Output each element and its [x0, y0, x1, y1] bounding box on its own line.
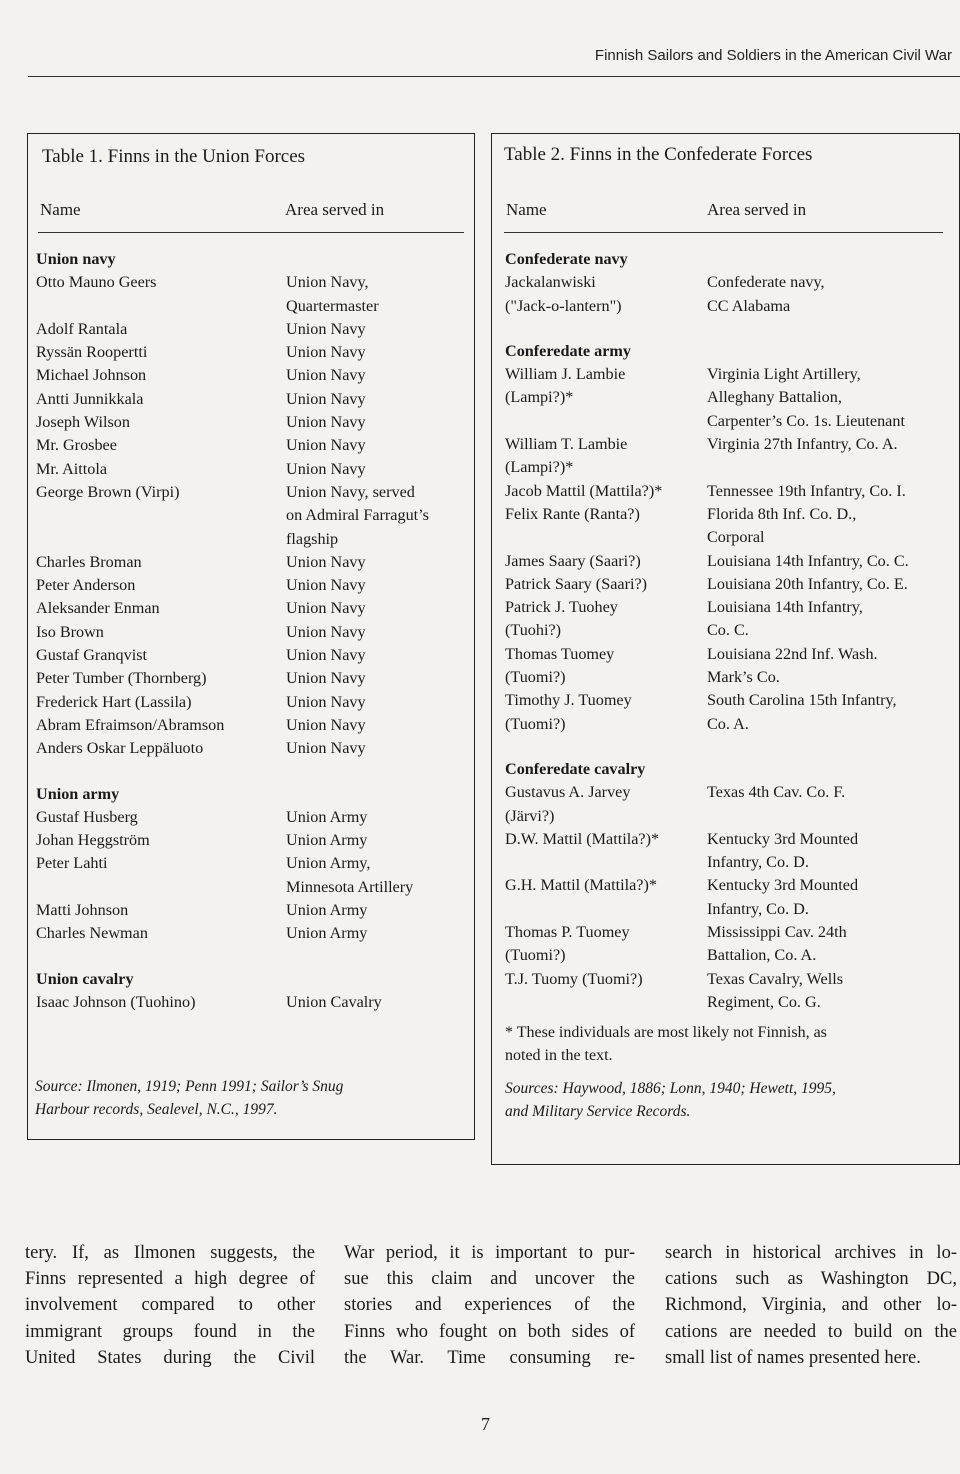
table-row	[505, 944, 909, 967]
table-row	[505, 456, 909, 479]
cell-area: Union Navy	[286, 715, 366, 734]
table-row	[36, 852, 429, 875]
cell-name: (Lampi?)*	[505, 458, 574, 477]
cell-name: Mr. Grosbee	[36, 436, 117, 455]
table-footnote-line1: * These individuals are most likely not Finnish, as	[505, 1024, 827, 1041]
cell-area: Louisiana 22nd Inf. Wash.	[707, 644, 878, 663]
table-row	[505, 874, 909, 897]
cell-name: Charles Broman	[36, 552, 142, 571]
cell-name: Union army	[36, 784, 120, 803]
table-row	[36, 434, 429, 457]
cell-name	[36, 876, 286, 899]
table-row	[36, 876, 429, 899]
cell-name: Frederick Hart (Lassila)	[36, 692, 192, 711]
cell-area: Union Navy	[286, 669, 366, 688]
section-heading	[505, 248, 909, 271]
cell-name: Peter Lahti	[36, 854, 108, 873]
cell-area: Union Navy	[286, 622, 366, 641]
cell-name	[36, 295, 286, 318]
cell-name: George Brown (Virpi)	[36, 482, 180, 501]
table-row	[505, 991, 909, 1014]
table-row	[36, 899, 429, 922]
body-text-line: United States during the Civil	[25, 1347, 315, 1368]
cell-name: Michael Johnson	[36, 366, 147, 385]
cell-name: G.H. Mattil (Mattila?)*	[505, 876, 657, 895]
cell-area: Union Army,	[286, 854, 371, 873]
cell-name: Timothy J. Tuomey	[505, 691, 632, 710]
cell-area: Kentucky 3rd Mounted	[707, 876, 859, 895]
table-title: Table 2. Finns in the Confederate Forces	[504, 144, 813, 165]
cell-area: South Carolina 15th Infantry,	[707, 691, 897, 710]
cell-name: (Järvi?)	[505, 806, 555, 825]
cell-area: Union Army	[286, 924, 368, 943]
table-row	[505, 828, 909, 851]
cell-name	[505, 526, 707, 549]
cell-area: Infantry, Co. D.	[707, 853, 809, 872]
table-row	[505, 573, 909, 596]
cell-name: Thomas P. Tuomey	[505, 923, 630, 942]
body-text-line: Finns represented a high degree of	[25, 1269, 315, 1290]
cell-area: Union Navy	[286, 319, 366, 338]
cell-name	[505, 851, 707, 874]
cell-name: Aleksander Enman	[36, 599, 160, 618]
table-row	[505, 689, 909, 712]
body-text-line: sue this claim and uncover the	[344, 1269, 635, 1290]
body-text-line: search in historical archives in lo-	[665, 1243, 957, 1263]
cell-name: Adolf Rantala	[36, 319, 128, 338]
section-heading	[36, 248, 429, 271]
table-source-line2: Harbour records, Sealevel, N.C., 1997.	[35, 1101, 278, 1118]
body-text-line: the War. Time consuming re-	[344, 1347, 635, 1368]
table-row	[36, 481, 429, 504]
table-row	[505, 781, 909, 804]
page-number: 7	[481, 1414, 490, 1434]
table-row	[505, 898, 909, 921]
cell-name: T.J. Tuomy (Tuomi?)	[505, 969, 643, 988]
table-row	[505, 643, 909, 666]
table-row	[505, 851, 909, 874]
cell-area: Union Navy, served	[286, 482, 415, 501]
cell-name: Matti Johnson	[36, 901, 129, 920]
cell-area: Corporal	[707, 528, 765, 547]
cell-area: Louisiana 20th Infantry, Co. E.	[707, 574, 908, 593]
cell-area: Union Navy	[286, 343, 366, 362]
table-row	[505, 410, 909, 433]
body-text-line: involvement compared to other	[25, 1295, 315, 1316]
table-row	[505, 596, 909, 619]
cell-name: Patrick J. Tuohey	[505, 598, 618, 617]
cell-area: flagship	[286, 529, 339, 548]
cell-area: Louisiana 14th Infantry,	[707, 598, 863, 617]
cell-name: Ryssän Roopertti	[36, 343, 148, 362]
table-row	[36, 806, 429, 829]
row-gap	[505, 736, 909, 758]
column-header-name: Name	[506, 200, 547, 219]
body-text-line: Richmond, Virginia, and other lo-	[665, 1295, 957, 1316]
table-row	[505, 386, 909, 409]
cell-area: Infantry, Co. D.	[707, 899, 809, 918]
cell-name: Union navy	[36, 250, 116, 268]
table-row	[36, 621, 429, 644]
body-text-line: Finns who fought on both sides of	[344, 1321, 635, 1342]
cell-name: Felix Rante (Ranta?)	[505, 504, 640, 523]
cell-area: Texas 4th Cav. Co. F.	[707, 783, 846, 802]
table-footnote-line2: noted in the text.	[505, 1047, 613, 1064]
body-text-column-2	[344, 1240, 635, 1371]
column-header-area: Area served in	[285, 200, 385, 219]
table-row	[36, 318, 429, 341]
cell-area: Union Cavalry	[286, 992, 382, 1011]
cell-area: Alleghany Battalion,	[707, 388, 842, 407]
table-row	[36, 504, 429, 527]
cell-name: Otto Mauno Geers	[36, 273, 157, 292]
cell-name: D.W. Mattil (Mattila?)*	[505, 829, 660, 848]
table-row	[36, 458, 429, 481]
cell-area: Union Navy,	[286, 273, 369, 292]
cell-name: Conferedate cavalry	[505, 759, 646, 778]
cell-name: Thomas Tuomey	[505, 644, 615, 663]
table-union-forces	[27, 133, 475, 1140]
cell-name: (Tuomi?)	[505, 714, 566, 733]
body-text-column-3	[665, 1240, 957, 1371]
section-heading	[36, 968, 429, 991]
table-rows	[36, 248, 429, 1014]
cell-area: Minnesota Artillery	[286, 877, 414, 896]
table-row	[505, 433, 909, 456]
table-source-line2: and Military Service Records.	[505, 1103, 691, 1120]
row-gap	[36, 946, 429, 968]
table-row	[36, 714, 429, 737]
table-row	[505, 550, 909, 573]
cell-name: Abram Efraimson/Abramson	[36, 715, 225, 734]
table-source-line1: Sources: Haywood, 1886; Lonn, 1940; Hewett, 1995,	[505, 1080, 836, 1097]
table-row	[36, 341, 429, 364]
body-text-line: cations are needed to build on the	[665, 1321, 957, 1342]
table-row	[36, 737, 429, 760]
cell-name: Gustaf Granqvist	[36, 646, 148, 665]
cell-name	[505, 410, 707, 433]
table-row	[505, 526, 909, 549]
table-row	[36, 597, 429, 620]
body-text-line: immigrant groups found in the	[25, 1321, 315, 1342]
cell-name: Union cavalry	[36, 969, 134, 988]
cell-area: Union Navy	[286, 739, 366, 758]
cell-name: Antti Junnikkala	[36, 389, 144, 408]
cell-area: Mississippi Cav. 24th	[707, 923, 847, 942]
table-row	[36, 411, 429, 434]
table-title: Table 1. Finns in the Union Forces	[42, 146, 306, 167]
cell-name: Mr. Aittola	[36, 459, 108, 478]
table-row	[505, 666, 909, 689]
cell-area: Union Navy	[286, 459, 366, 478]
cell-name	[36, 528, 286, 551]
row-gap	[36, 761, 429, 783]
cell-name: Peter Anderson	[36, 576, 136, 595]
table-row	[505, 363, 909, 386]
section-heading	[505, 340, 909, 363]
cell-area: Florida 8th Inf. Co. D.,	[707, 504, 857, 523]
cell-area: Co. A.	[707, 714, 749, 733]
cell-area: Mark’s Co.	[707, 668, 780, 687]
table-confederate-forces	[491, 133, 960, 1165]
header-rule	[38, 232, 464, 233]
cell-area: CC Alabama	[707, 296, 791, 315]
cell-area: Louisiana 14th Infantry, Co. C.	[707, 551, 909, 570]
running-head: Finnish Sailors and Soldiers in the American Civil War	[594, 47, 952, 64]
cell-area: Union Navy	[286, 552, 366, 571]
cell-area: Union Army	[286, 901, 368, 920]
row-gap	[505, 318, 909, 340]
cell-name: Gustavus A. Jarvey	[505, 783, 631, 802]
table-row	[505, 713, 909, 736]
cell-area: Union Army	[286, 807, 368, 826]
table-row	[36, 364, 429, 387]
cell-name	[505, 898, 707, 921]
table-row	[36, 691, 429, 714]
table-row	[36, 922, 429, 945]
cell-area: Union Navy	[286, 413, 366, 432]
table-row	[36, 991, 429, 1014]
table-row	[505, 619, 909, 642]
table-row	[36, 551, 429, 574]
cell-name: Joseph Wilson	[36, 413, 130, 432]
cell-area: Kentucky 3rd Mounted	[707, 829, 859, 848]
cell-area: Union Navy	[286, 646, 366, 665]
body-text-line: cations such as Washington DC,	[665, 1269, 957, 1290]
table-row	[505, 295, 909, 318]
cell-name: Iso Brown	[36, 622, 104, 641]
cell-name: Charles Newman	[36, 924, 148, 943]
cell-name: (Tuohi?)	[505, 621, 562, 640]
column-header-area: Area served in	[707, 200, 807, 219]
table-row	[505, 968, 909, 991]
body-text-line: tery. If, as Ilmonen suggests, the	[25, 1243, 315, 1263]
table-rows	[505, 248, 909, 1014]
table-row	[36, 388, 429, 411]
table-row	[505, 503, 909, 526]
cell-name: Confederate navy	[505, 250, 628, 268]
cell-name	[505, 991, 707, 1014]
section-heading	[505, 758, 909, 781]
cell-area: Virginia 27th Infantry, Co. A.	[707, 435, 898, 454]
cell-area: Union Army	[286, 831, 368, 850]
cell-area: Texas Cavalry, Wells	[707, 969, 844, 988]
cell-name: (Tuomi?)	[505, 946, 566, 965]
cell-name	[36, 504, 286, 527]
cell-name: (Lampi?)*	[505, 388, 574, 407]
cell-area: Tennessee 19th Infantry, Co. I.	[707, 481, 906, 500]
table-row	[36, 295, 429, 318]
cell-name: William T. Lambie	[505, 435, 628, 454]
cell-name: Peter Tumber (Thornberg)	[36, 669, 207, 688]
cell-name: ("Jack-o-lantern")	[505, 296, 622, 315]
cell-name: (Tuomi?)	[505, 668, 566, 687]
table-row	[36, 528, 429, 551]
table-row	[36, 644, 429, 667]
cell-area: Union Navy	[286, 576, 366, 595]
cell-area: Carpenter’s Co. 1s. Lieutenant	[707, 411, 905, 430]
cell-name: Patrick Saary (Saari?)	[505, 574, 648, 593]
cell-area: Union Navy	[286, 366, 366, 385]
table-row	[36, 829, 429, 852]
cell-area: Confederate navy,	[707, 273, 825, 292]
cell-area: Quartermaster	[286, 296, 379, 315]
cell-area: on Admiral Farragut’s	[286, 506, 429, 525]
table-row	[36, 271, 429, 294]
cell-name: Gustaf Husberg	[36, 807, 138, 826]
table-row	[505, 271, 909, 294]
cell-area: Union Navy	[286, 692, 366, 711]
table-source-line1: Source: Ilmonen, 1919; Penn 1991; Sailor’s Snug	[35, 1078, 344, 1095]
cell-name: James Saary (Saari?)	[505, 551, 641, 570]
table-row	[505, 480, 909, 503]
section-heading	[36, 783, 429, 806]
cell-area: Co. C.	[707, 621, 749, 640]
body-text-column-1	[25, 1240, 315, 1371]
table-row	[505, 921, 909, 944]
body-text-line: War period, it is important to pur-	[344, 1243, 635, 1263]
header-rule	[504, 232, 943, 233]
cell-name: Johan Heggström	[36, 831, 150, 850]
cell-area: Regiment, Co. G.	[707, 992, 821, 1011]
table-row	[36, 574, 429, 597]
header-rule	[28, 76, 960, 77]
table-row	[505, 805, 909, 828]
column-header-name: Name	[40, 200, 81, 219]
cell-name: Isaac Johnson (Tuohino)	[36, 992, 196, 1011]
body-text-line: stories and experiences of the	[344, 1295, 635, 1316]
cell-name: Jackalanwiski	[505, 273, 596, 292]
cell-area: Union Navy	[286, 436, 366, 455]
cell-name: Conferedate army	[505, 341, 632, 360]
cell-area: Union Navy	[286, 389, 366, 408]
cell-name: Jacob Mattil (Mattila?)*	[505, 481, 663, 500]
table-row	[36, 667, 429, 690]
cell-name: William J. Lambie	[505, 365, 626, 384]
cell-name: Anders Oskar Leppäluoto	[36, 739, 204, 758]
cell-area: Union Navy	[286, 599, 366, 618]
body-text-line: small list of names presented here.	[665, 1347, 921, 1368]
cell-area: Virginia Light Artillery,	[707, 365, 861, 384]
cell-area: Battalion, Co. A.	[707, 946, 817, 965]
